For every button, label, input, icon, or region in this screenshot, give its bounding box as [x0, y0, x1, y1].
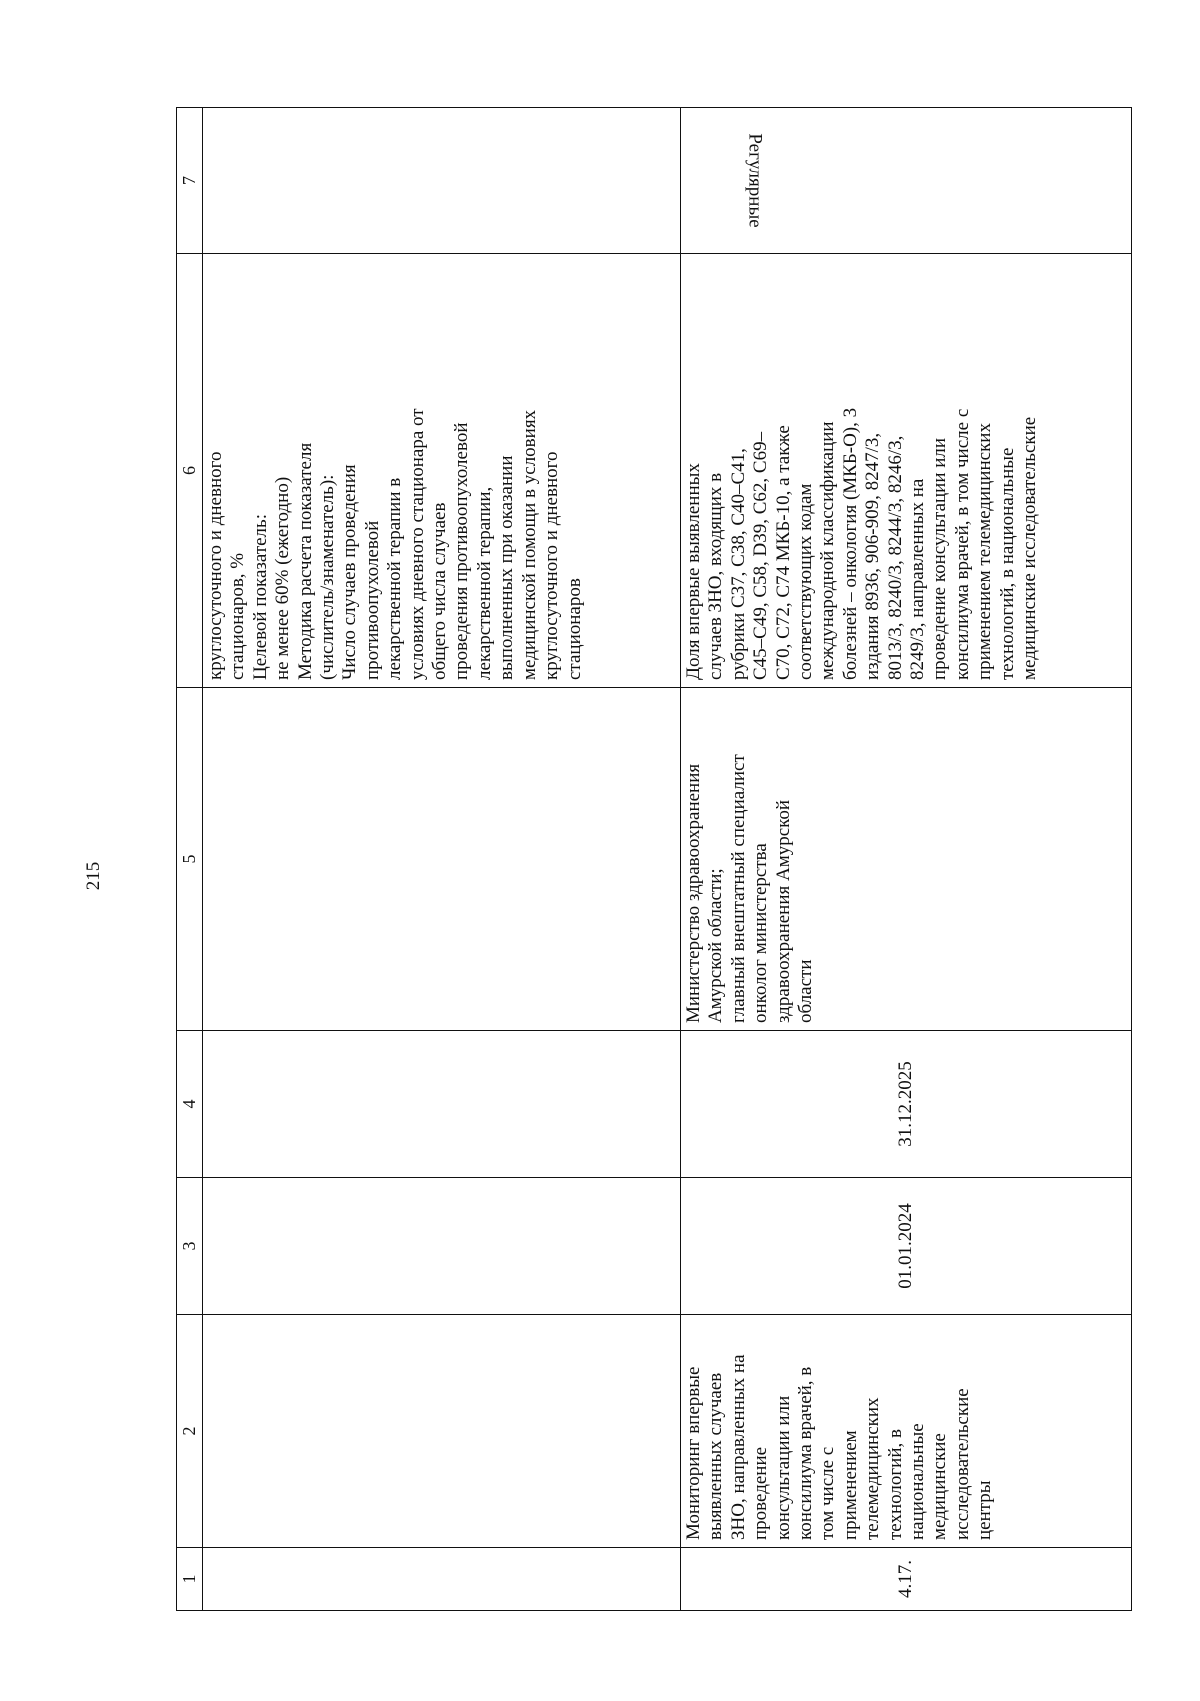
- text-line: проведение консультации или: [929, 437, 951, 680]
- row-number: 4.17.: [681, 1548, 1132, 1611]
- text-line: Амурской области;: [705, 868, 727, 1023]
- text-line: консилиума врачей, в том числе с: [951, 408, 973, 680]
- header-col-6: 6: [177, 254, 203, 688]
- text-line: Число случаев проведения: [339, 464, 361, 680]
- text-line: центры: [974, 1480, 996, 1540]
- text-line: телемедицинских: [862, 1397, 884, 1540]
- text-line: проведения противоопухолевой: [451, 422, 473, 680]
- text-line: С45–С49, С58, D39, С62, С69–: [750, 431, 772, 680]
- text-line: 8013/3, 8240/3, 8244/3, 8246/3,: [884, 435, 906, 680]
- text-line: применением: [839, 1430, 861, 1540]
- text-line: общего числа случаев: [429, 502, 451, 680]
- cont-cell-4: [203, 1031, 681, 1178]
- text-line: консилиума врачей, в: [795, 1366, 817, 1540]
- text-line: не менее 60% (ежегодно): [272, 476, 294, 680]
- text-line: (числитель/знаменатель):: [317, 474, 339, 680]
- landscape-table: [176, 108, 1124, 1611]
- text-line: онколог министерства: [750, 843, 772, 1023]
- text-line: соответствующих кодам: [795, 483, 817, 680]
- text-line: медицинской помощи в условиях: [518, 409, 540, 680]
- text-line: условиях дневного стационара от: [406, 408, 428, 680]
- text-line: круглосуточного и дневного: [205, 451, 226, 680]
- table-row-4-17: [681, 108, 1132, 1611]
- text-line: медицинские исследовательские: [1019, 416, 1041, 680]
- text-line: здравоохранения Амурской: [772, 799, 794, 1023]
- text-line: стационаров: [563, 578, 585, 680]
- text-line: применением телемедицинских: [974, 423, 996, 680]
- cont-cell-3: [203, 1178, 681, 1315]
- cont-cell-7: [203, 108, 681, 254]
- text-line: технологий, в национальные: [996, 447, 1018, 680]
- text-line: выполненных при оказании: [496, 455, 518, 680]
- text-line: консультации или: [772, 1395, 794, 1540]
- text-line: лекарственной терапии,: [473, 486, 495, 680]
- text-line: случаев ЗНО, входящих в: [705, 472, 727, 680]
- text-line: противоопухолевой: [361, 520, 383, 680]
- header-col-5: 5: [177, 688, 203, 1031]
- cont-cell-5: [203, 688, 681, 1031]
- header-col-3: 3: [177, 1178, 203, 1315]
- event-name-cell: [681, 1315, 1132, 1548]
- text-line: Мониторинг впервые: [683, 1366, 704, 1540]
- text-line: Министерство здравоохранения: [683, 763, 704, 1023]
- page-number: 215: [83, 861, 104, 891]
- text-line: международной классификации: [817, 421, 839, 680]
- plan-table: [176, 107, 1132, 1611]
- text-line: болезней – онкология (МКБ-О), 3: [839, 407, 861, 680]
- header-col-1: 1: [177, 1548, 203, 1611]
- text-line: С70, С72, С74 МКБ-10, а также: [772, 425, 794, 680]
- cont-indicator-cell: [203, 254, 681, 688]
- indicator-cell: [681, 254, 1132, 688]
- cont-cell-1: [203, 1548, 681, 1611]
- text-line: рубрики С37, С38, С40–С41,: [727, 448, 749, 680]
- text-line: области: [795, 959, 817, 1023]
- table-row-continuation: [203, 108, 681, 1611]
- text-line: технологий, в: [884, 1429, 906, 1540]
- text-line: медицинские: [929, 1433, 951, 1540]
- text-line: Целевой показатель:: [249, 514, 271, 680]
- start-date-cell: 01.01.2024: [681, 1178, 1132, 1315]
- responsible-cell: [681, 688, 1132, 1031]
- table-header-row: [177, 108, 203, 1611]
- header-col-7: 7: [177, 108, 203, 254]
- text-line: лекарственной терапии в: [384, 477, 406, 680]
- text-line: выявленных случаев: [705, 1372, 727, 1540]
- header-col-2: 2: [177, 1315, 203, 1548]
- text-line: 8249/3, направленных на: [907, 478, 929, 680]
- text-line: том числе с: [817, 1446, 839, 1540]
- frequency-cell: [681, 108, 1132, 254]
- text-line: главный внештатный специалист: [727, 754, 749, 1023]
- rotated-table-container: [176, 108, 1124, 1611]
- text-line: проведение: [750, 1446, 772, 1540]
- text-line: круглосуточного и дневного: [541, 451, 563, 680]
- text-line: Доля впервые выявленных: [683, 463, 704, 680]
- text-line: издания 8936, 906-909, 8247/3,: [862, 432, 884, 680]
- frequency-text: Регулярные: [744, 133, 766, 228]
- text-line: исследовательские: [951, 1388, 973, 1540]
- text-line: национальные: [907, 1423, 929, 1540]
- text-line: Методика расчета показателя: [294, 442, 316, 680]
- cont-cell-2: [203, 1315, 681, 1548]
- header-col-4: 4: [177, 1031, 203, 1178]
- end-date-cell: 31.12.2025: [681, 1031, 1132, 1178]
- text-line: стационаров, %: [227, 552, 249, 680]
- text-line: ЗНО, направленных на: [727, 1354, 749, 1540]
